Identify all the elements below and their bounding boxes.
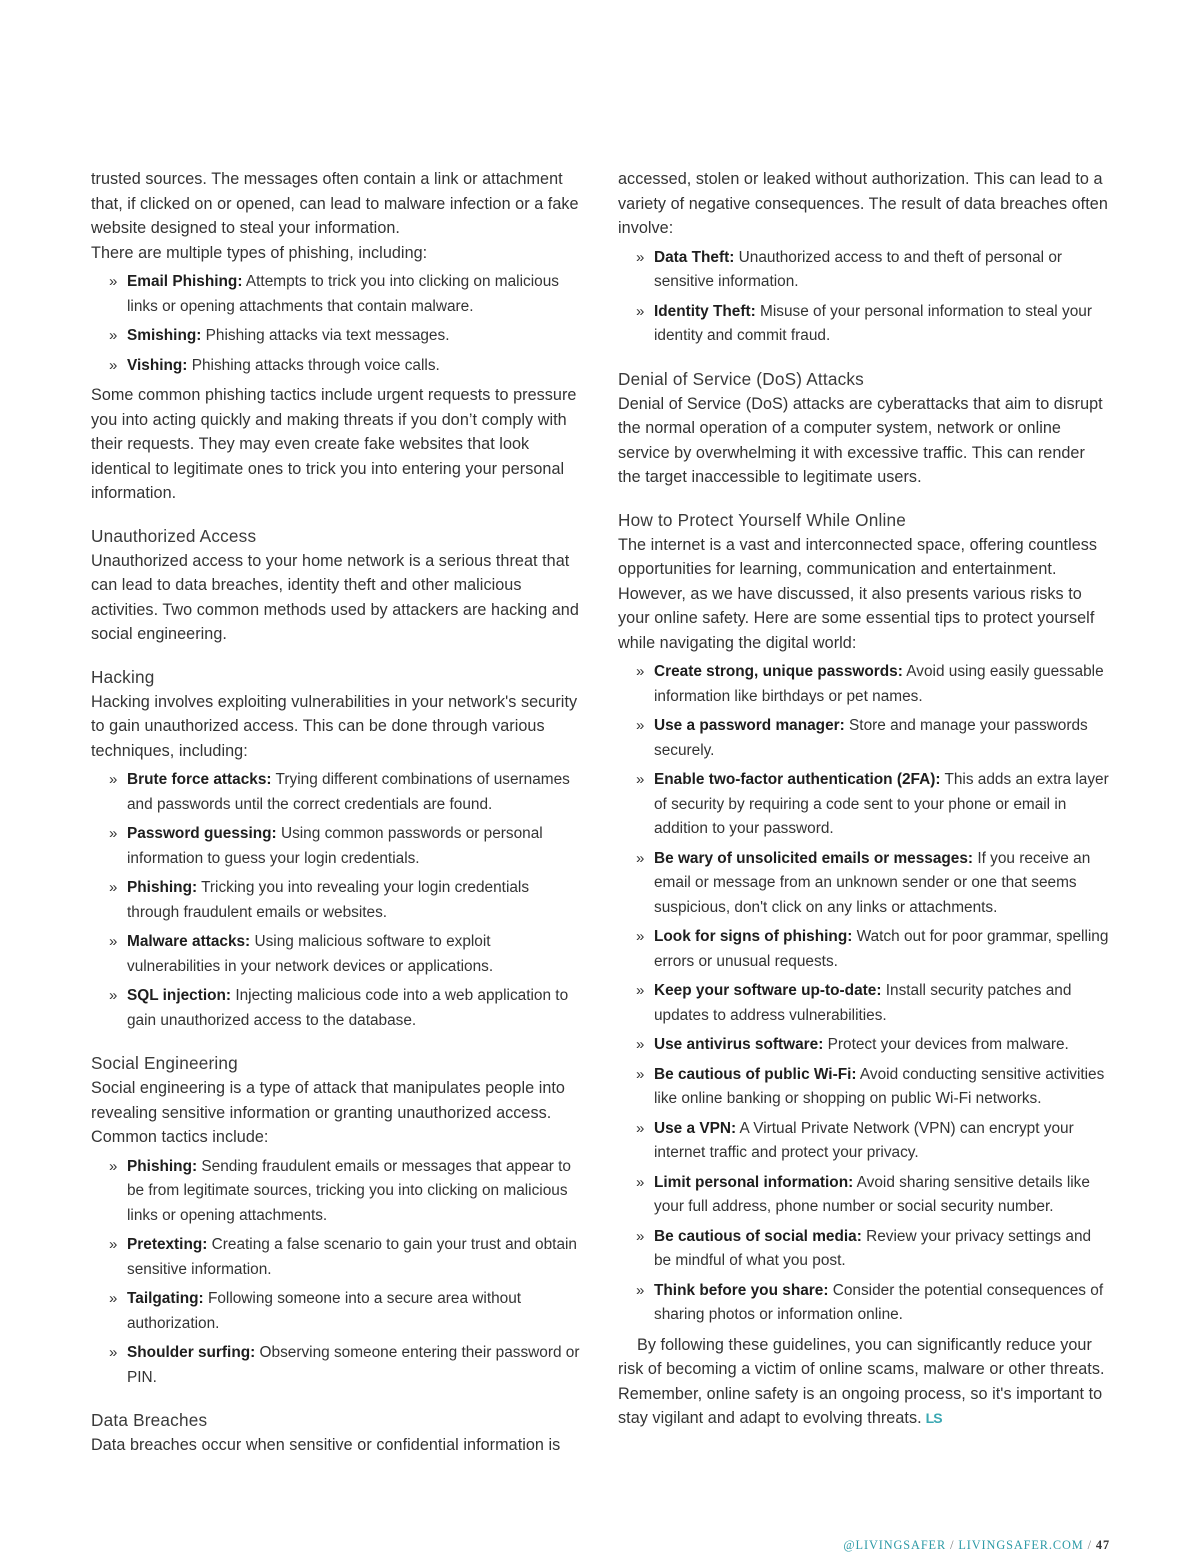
footer-site: LIVINGSAFER.COM (958, 1538, 1084, 1552)
list-item-term: Use a password manager: (654, 717, 845, 734)
unauthorized-access-paragraph: Unauthorized access to your home network is a serious threat that can lead to data breaches, identity theft and other malicious activities. Two common methods used by attackers are hacking and social engineering. (91, 551, 579, 643)
right-column (618, 167, 1110, 1431)
list-item (654, 714, 1110, 763)
phishing-types-intro: There are multiple types of phishing, including: (91, 243, 428, 262)
list-item (127, 768, 581, 817)
list-item (654, 1033, 1110, 1058)
list-item-term: Pretexting: (127, 1236, 208, 1253)
list-item (127, 324, 581, 349)
list-item (127, 1233, 581, 1282)
list-item-term: Think before you share: (654, 1281, 829, 1299)
data-breaches-paragraph: Data breaches occur when sensitive or confidential information is (91, 1436, 561, 1454)
list-item-text: Avoid conducting sensitive activities like online banking or shopping on public Wi-Fi networks. (654, 1065, 1105, 1107)
hacking-techniques-list (91, 768, 581, 1033)
dos-paragraph: Denial of Service (DoS) attacks are cyberattacks that aim to disrupt the normal operation of a computer system, network or online service by overwhelming it with excessive traffic. This can render the target inaccessible to legitimate users. (618, 394, 1103, 486)
social-engineering-heading: Social Engineering (91, 1053, 238, 1073)
end-mark-logo: LS (925, 1410, 942, 1426)
dos-heading: Denial of Service (DoS) Attacks (618, 368, 864, 389)
social-engineering-tactics-list (91, 1155, 581, 1391)
list-item-text: Misuse of your personal information to steal your identity and commit fraud. (654, 302, 1092, 344)
data-breaches-continued: accessed, stolen or leaked without authorization. This can lead to a variety of negative consequences. The result of data breaches often involve: (618, 170, 1108, 237)
list-item-text: Avoid using easily guessable information like birthdays or pet names. (654, 663, 1104, 705)
list-item-text: Watch out for poor grammar, spelling errors or unusual requests. (654, 928, 1109, 970)
list-item (654, 1225, 1110, 1274)
list-item (127, 270, 581, 319)
list-item-term: Phishing: (127, 1157, 198, 1175)
left-column (91, 167, 581, 1458)
intro-paragraph: trusted sources. The messages often contain a link or attachment that, if clicked on or opened, can lead to malware infection or a fake website designed to steal your information. (91, 170, 579, 237)
list-item-text: Attempts to trick you into clicking on malicious links or opening attachments that contain malware. (127, 273, 559, 315)
list-item-text: If you receive an email or message from an unknown sender or one that seems suspicious, don't click on any links or attachments. (654, 849, 1091, 916)
list-item (654, 660, 1110, 709)
list-item-text: Using common passwords or personal information to guess your login credentials. (127, 825, 543, 867)
closing-paragraph (618, 1333, 1110, 1431)
list-item-text: This adds an extra layer of security by requiring a code sent to your phone or email in addition to your password. (654, 771, 1109, 837)
list-item (654, 768, 1110, 842)
list-item (654, 925, 1110, 974)
list-item (127, 354, 581, 379)
list-item-text: Injecting malicious code into a web application to gain unauthorized access to the database. (127, 987, 569, 1029)
list-item-term: Email Phishing: (127, 273, 243, 290)
list-item-term: Be cautious of social media: (654, 1227, 862, 1245)
list-item (127, 984, 581, 1033)
list-item (654, 300, 1110, 349)
list-item-text: Avoid sharing sensitive details like your full address, phone number or social security number. (654, 1173, 1090, 1215)
list-item-text: Trying different combinations of usernames and passwords until the correct credentials are found. (127, 771, 570, 813)
list-item-term: Malware attacks: (127, 933, 251, 950)
page-footer (800, 1538, 1110, 1553)
data-breaches-heading: Data Breaches (91, 1410, 208, 1430)
social-engineering-paragraph: Social engineering is a type of attack that manipulates people into revealing sensitive information or granting unauthorized access. Common tactics include: (91, 1079, 565, 1146)
list-item-term: Vishing: (127, 356, 188, 374)
list-item-text: A Virtual Private Network (VPN) can encrypt your internet traffic and protect your privacy. (654, 1119, 1074, 1161)
list-item-term: Be cautious of public Wi-Fi: (654, 1065, 857, 1083)
list-item (127, 1155, 581, 1229)
list-item (654, 246, 1110, 295)
list-item-text: Install security patches and updates to address vulnerabilities. (654, 982, 1072, 1024)
footer-separator: / (1087, 1538, 1092, 1552)
list-item-text: Creating a false scenario to gain your trust and obtain sensitive information. (127, 1236, 577, 1278)
list-item-term: Use a VPN: (654, 1119, 737, 1137)
list-item (654, 1279, 1110, 1328)
list-item-text: Observing someone entering their password or PIN. (127, 1344, 580, 1386)
list-item-text: Protect your devices from malware. (823, 1036, 1069, 1053)
list-item (654, 847, 1110, 921)
safety-tips-list (618, 660, 1110, 1328)
hacking-paragraph: Hacking involves exploiting vulnerabilities in your network's security to gain unauthorized access. This can be done through various techniques, including: (91, 692, 578, 760)
list-item-term: Limit personal information: (654, 1173, 854, 1191)
list-item-text: Unauthorized access to and theft of personal or sensitive information. (654, 248, 1063, 290)
unauthorized-access-heading: Unauthorized Access (91, 525, 257, 546)
list-item-term: Use antivirus software: (654, 1036, 824, 1053)
list-item (127, 1287, 581, 1336)
list-item-term: Keep your software up-to-date: (654, 982, 882, 999)
list-item (654, 979, 1110, 1028)
list-item-term: Enable two-factor authentication (2FA): (654, 771, 941, 788)
protect-paragraph: The internet is a vast and interconnected space, offering countless opportunities for learning, communication and entertainment. However, as we have discussed, it also presents various risks to your online safety. Here are some essential tips to protect yourself while navigating the digital world: (618, 535, 1098, 652)
list-item-term: Shoulder surfing: (127, 1344, 256, 1361)
list-item (127, 822, 581, 871)
list-item-term: Brute force attacks: (127, 771, 272, 788)
list-item-term: Smishing: (127, 327, 202, 344)
phishing-tactics-paragraph: Some common phishing tactics include urgent requests to pressure you into acting quickly and making threats if you don’t comply with their requests. They may even create fake websites that look identical to legitimate ones to trick you into entering your personal information. (91, 386, 577, 502)
list-item-term: Data Theft: (654, 248, 735, 266)
list-item-text: Sending fraudulent emails or messages that appear to be from legitimate sources, tricking you into clicking on malicious links or opening attachments. (127, 1157, 571, 1224)
list-item-text: Tricking you into revealing your login credentials through fraudulent emails or websites. (127, 879, 530, 921)
list-item-term: Identity Theft: (654, 302, 756, 320)
footer-handle: @LIVINGSAFER (843, 1538, 947, 1552)
list-item (654, 1063, 1110, 1112)
list-item (654, 1171, 1110, 1220)
list-item-term: Password guessing: (127, 825, 277, 842)
list-item-term: SQL injection: (127, 987, 232, 1004)
list-item-text: Review your privacy settings and be mindful of what you post. (654, 1227, 1092, 1269)
list-item-text: Consider the potential consequences of sharing photos or information online. (654, 1281, 1104, 1323)
list-item-text: Phishing attacks via text messages. (201, 327, 450, 344)
breach-consequences-list (618, 246, 1110, 349)
page-number: 47 (1095, 1538, 1110, 1552)
list-item-term: Tailgating: (127, 1290, 204, 1307)
hacking-heading: Hacking (91, 666, 155, 687)
footer-separator: / (950, 1538, 955, 1552)
list-item-text: Phishing attacks through voice calls. (187, 356, 440, 374)
list-item-text: Store and manage your passwords securely. (654, 717, 1088, 759)
phishing-types-list (91, 270, 581, 378)
list-item (654, 1117, 1110, 1166)
list-item (127, 1341, 581, 1390)
closing-text: By following these guidelines, you can significantly reduce your risk of becoming a victim of online scams, malware or other threats. Remember, online safety is an ongoing process, so it's important to stay vigilant and adapt to evolving threats. (618, 1335, 1105, 1427)
list-item (127, 876, 581, 925)
list-item (127, 930, 581, 979)
protect-heading: How to Protect Yourself While Online (618, 509, 907, 530)
list-item-term: Look for signs of phishing: (654, 928, 853, 945)
list-item-text: Using malicious software to exploit vulnerabilities in your network devices or applications. (127, 933, 494, 975)
list-item-text: Following someone into a secure area without authorization. (127, 1290, 522, 1332)
list-item-term: Be wary of unsolicited emails or messages: (654, 849, 974, 867)
list-item-term: Phishing: (127, 879, 198, 896)
list-item-term: Create strong, unique passwords: (654, 663, 903, 680)
